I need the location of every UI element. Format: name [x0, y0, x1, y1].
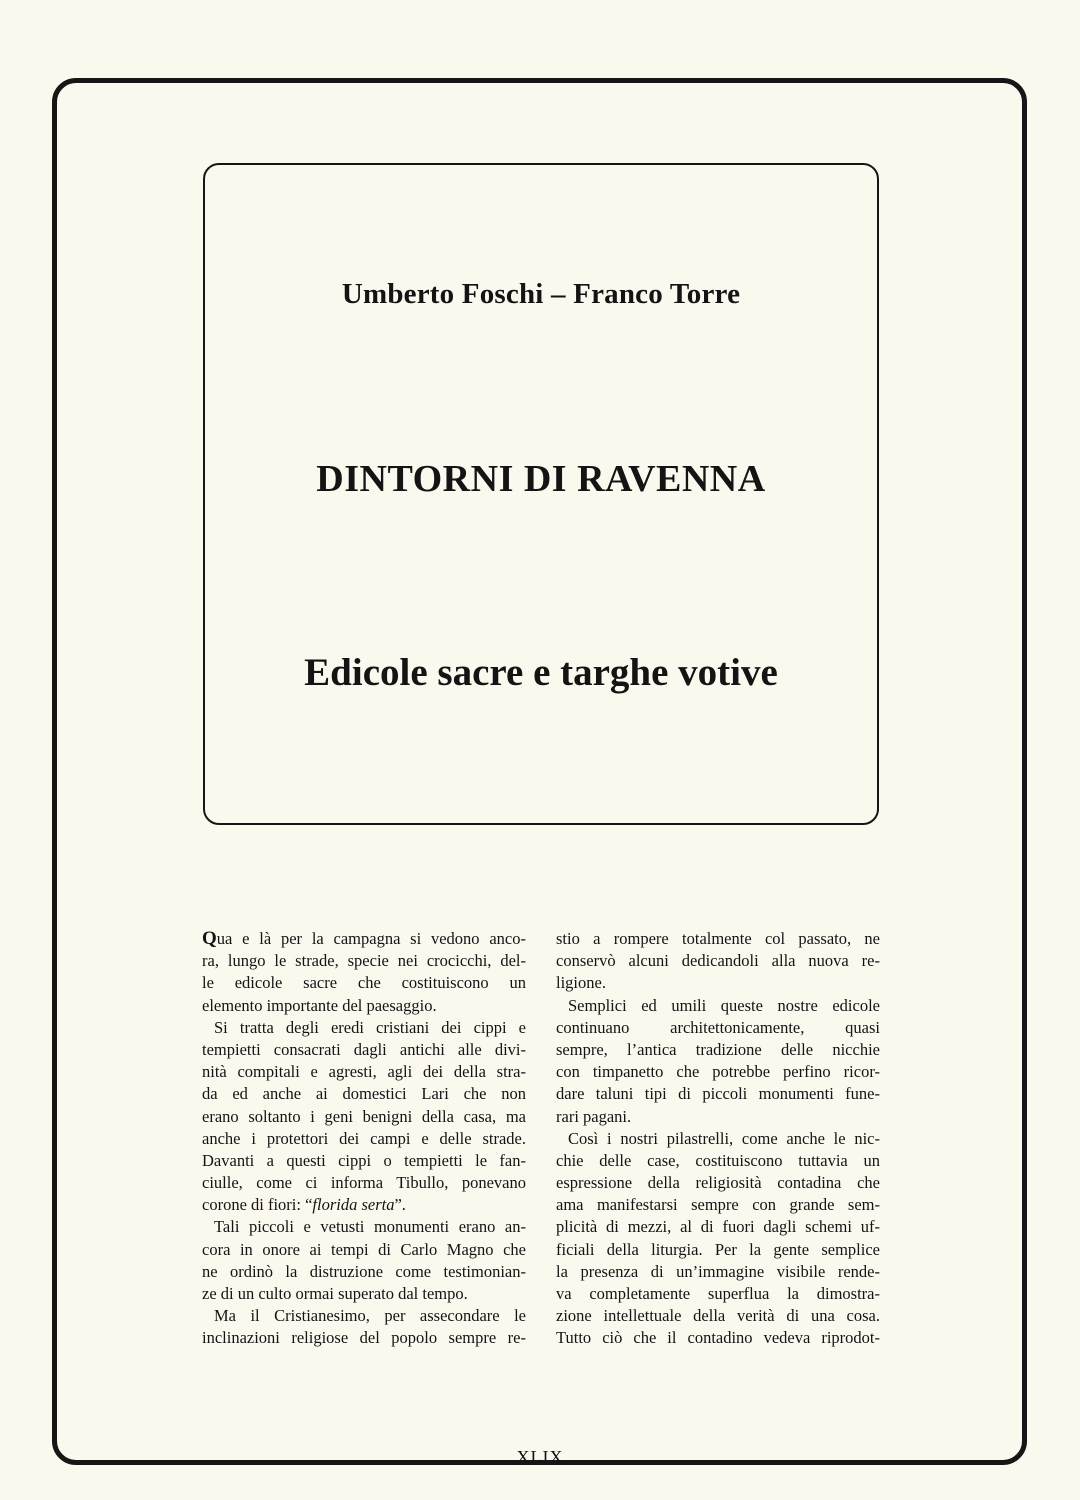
text-line: [202, 1083, 526, 1105]
text-line: [556, 1194, 880, 1216]
text-line: [556, 928, 880, 950]
title-box: [203, 163, 879, 825]
text-line-content: ze di un culto ormai superato dal tempo.: [202, 1284, 468, 1303]
text-line: [202, 1172, 526, 1194]
text-line: [556, 1128, 880, 1150]
text-line-content: corone di fiori: “florida serta”.: [202, 1195, 406, 1215]
initial-letter: Q: [202, 928, 217, 949]
text-line: [202, 1327, 526, 1349]
text-line-content: continuano architettonicamente, quasi: [556, 1017, 880, 1037]
page-number: XLIX: [516, 1447, 564, 1467]
text-line-content: ua e là per la campagna si vedono anco-: [216, 929, 526, 948]
text-line: [202, 1283, 526, 1305]
text-line: [202, 972, 526, 994]
text-line: [556, 1172, 880, 1194]
text-line-content: sempre, l’antica tradizione delle nicchie: [556, 1039, 880, 1059]
text-line: [202, 1261, 526, 1283]
text-line-content: Semplici ed umili queste nostre edicole: [568, 995, 880, 1015]
text-line-content: Davanti a questi cippi o tempietti le fan-: [202, 1150, 526, 1170]
text-line: [202, 928, 526, 950]
text-line-content: conservò alcuni dedicandoli alla nuova re-: [556, 951, 880, 971]
text-line-content: ligione.: [556, 973, 606, 993]
text-line: [202, 1017, 526, 1039]
text-line-content: cora in onore ai tempi di Carlo Magno che: [202, 1239, 526, 1259]
text-line: [202, 1305, 526, 1327]
text-column-right: [556, 928, 880, 1350]
text-line: [556, 1216, 880, 1238]
text-line: [556, 950, 880, 972]
text-line-content: ra, lungo le strade, specie nei crocicchi, del-: [202, 951, 526, 971]
text-line: [556, 1239, 880, 1261]
text-line-content: zione intellettuale della verità di una cosa.: [556, 1306, 880, 1326]
text-line-content: la presenza di un’immagine visibile rende-: [556, 1261, 880, 1281]
text-line-content: anche i protettori dei campi e delle strade.: [202, 1128, 526, 1148]
text-line-content: plicità di mezzi, al di fuori dagli schemi uf-: [556, 1217, 880, 1237]
text-line-content: espressione della religiosità contadina che: [556, 1173, 880, 1193]
text-line-content: elemento importante del paesaggio.: [202, 995, 437, 1015]
text-line-content: nità compitali e agresti, agli dei della stra-: [202, 1062, 526, 1082]
text-line-content: erano soltanto i geni benigni della casa, ma: [202, 1106, 526, 1126]
text-line: [202, 1150, 526, 1172]
text-line-content: dare taluni tipi di piccoli monumenti fune-: [556, 1084, 880, 1104]
text-line: [556, 1017, 880, 1039]
text-line: [202, 1216, 526, 1238]
text-line-content: ciulle, come ci informa Tibullo, ponevano: [202, 1173, 526, 1193]
text-line: [556, 995, 880, 1017]
text-line-content: va completamente superflua la dimostra-: [556, 1284, 880, 1303]
text-line-content: Così i nostri pilastrelli, come anche le nic-: [568, 1128, 880, 1148]
text-line: [202, 995, 526, 1017]
text-line-content: rari pagani.: [556, 1106, 632, 1126]
text-line-content: le edicole sacre che costituiscono un: [202, 973, 526, 993]
text-line-content: ficiali della liturgia. Per la gente semplice: [556, 1239, 880, 1259]
text-line-content: tempietti consacrati dagli antichi alle divi-: [202, 1039, 526, 1059]
text-line-content: Si tratta degli eredi cristiani dei cippi e: [214, 1017, 526, 1037]
text-line: [556, 972, 880, 994]
text-line-content: Tutto ciò che il contadino vedeva riprodot-: [556, 1328, 880, 1348]
text-line-content: Ma il Cristianesimo, per assecondare le: [214, 1306, 526, 1326]
text-column-left: [202, 928, 526, 1350]
text-line-content: da ed anche ai domestici Lari che non: [202, 1084, 526, 1104]
text-line: [556, 1327, 880, 1349]
text-line: [556, 1283, 880, 1305]
text-line: [202, 950, 526, 972]
text-line-content: stio a rompere totalmente col passato, ne: [556, 929, 880, 948]
text-line: [556, 1061, 880, 1083]
text-line-content: ama manifestarsi sempre con grande sem-: [556, 1195, 880, 1215]
text-line: [556, 1150, 880, 1172]
text-line: [556, 1261, 880, 1283]
text-line: [556, 1305, 880, 1327]
text-line-content: Tali piccoli e vetusti monumenti erano an-: [214, 1217, 526, 1237]
text-line-content: con timpanetto che potrebbe perfino ricor-: [556, 1062, 880, 1082]
text-line-content: inclinazioni religiose del popolo sempre re-: [202, 1328, 526, 1348]
text-line: [202, 1194, 526, 1216]
text-line: [202, 1239, 526, 1261]
text-line-content: chie delle case, costituiscono tuttavia un: [556, 1150, 880, 1170]
text-line: [556, 1106, 880, 1128]
page-subtitle: Edicole sacre e targhe votive: [304, 651, 778, 694]
authors-line: Umberto Foschi – Franco Torre: [341, 278, 741, 310]
text-line: [202, 1128, 526, 1150]
text-line: [202, 1061, 526, 1083]
text-line: [556, 1039, 880, 1061]
text-line-content: ne ordinò la distruzione come testimonian-: [202, 1261, 526, 1281]
text-line: [202, 1106, 526, 1128]
text-line: [202, 1039, 526, 1061]
text-line: [556, 1083, 880, 1105]
page-title: DINTORNI DI RAVENNA: [316, 458, 766, 500]
